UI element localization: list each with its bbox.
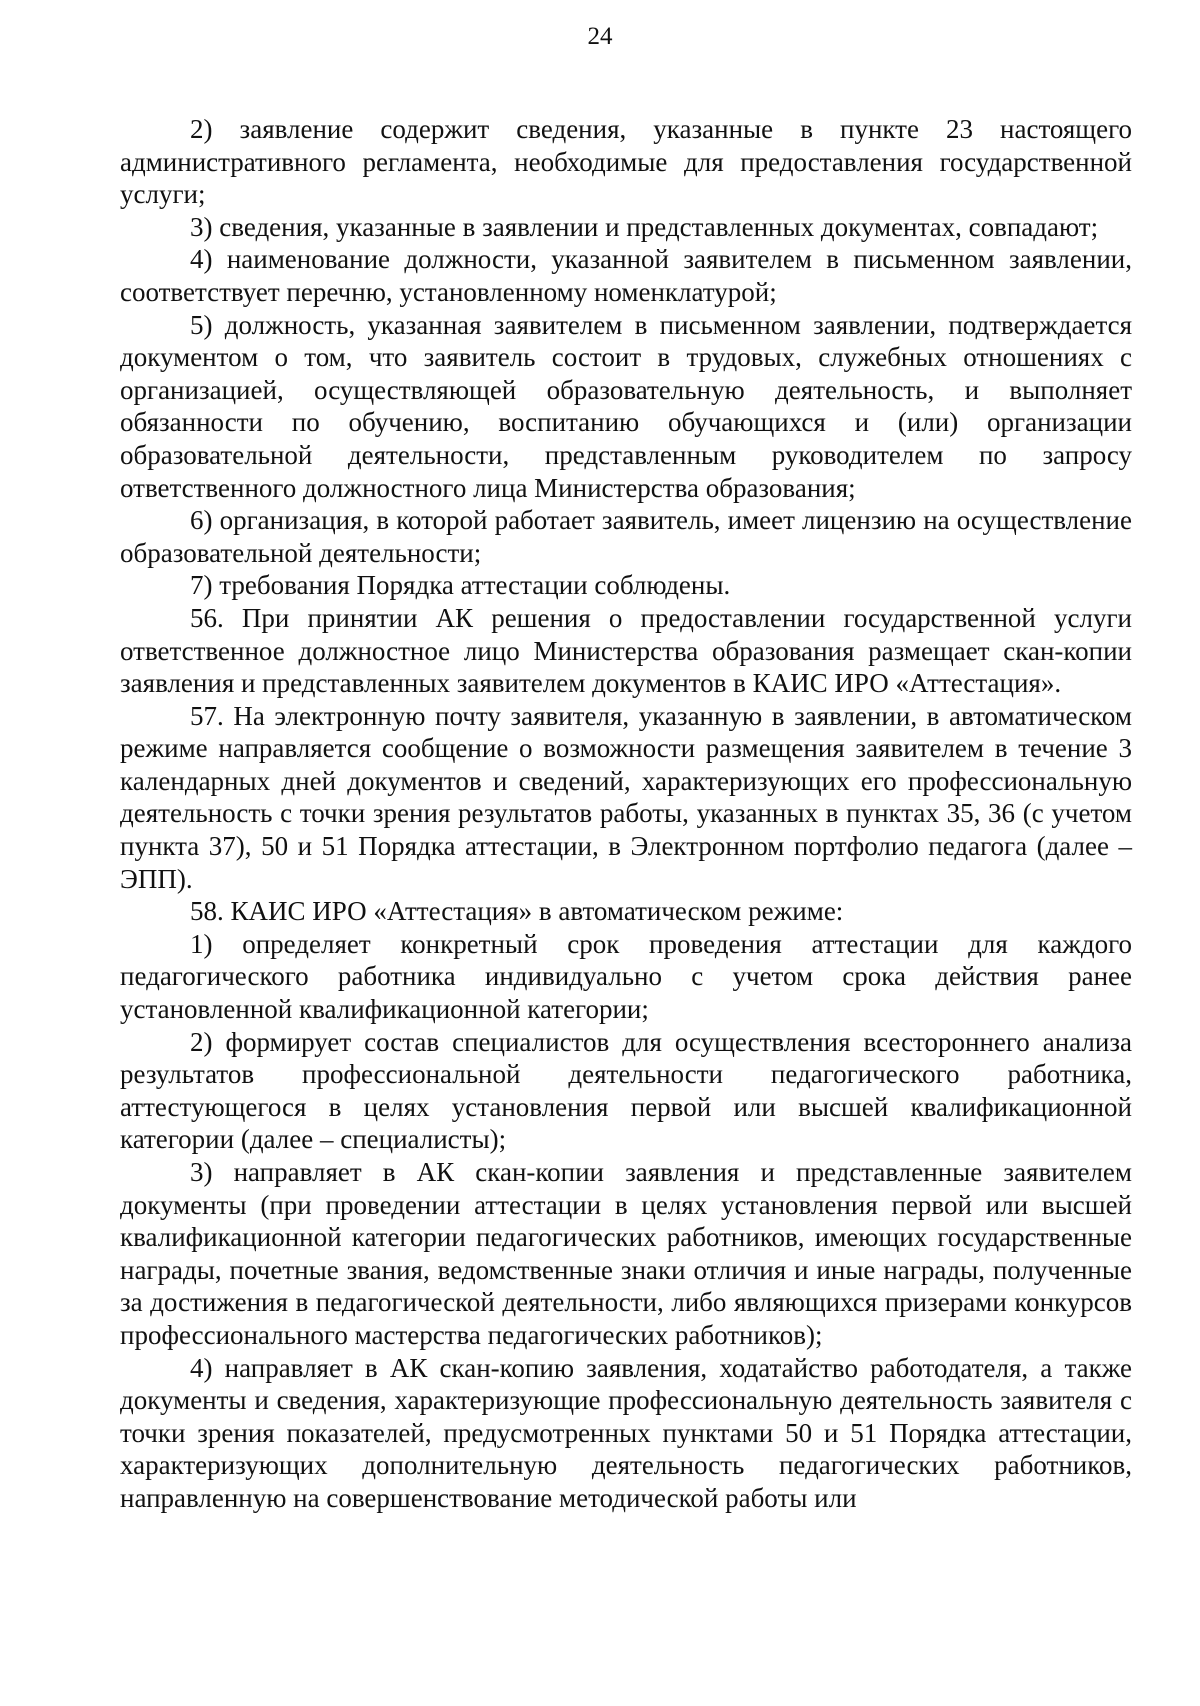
paragraph-57: 57. На электронную почту заявителя, указанную в заявлении, в автоматическом режиме направляется сообщение о возможности размещения заявителем в течение 3 календарных дней документов и сведений, характеризующих его профессиональную деятельность с точки зрения результатов работы, указанных в пунктах 35, 36 (с учетом пункта 37), 50 и 51 Порядка аттестации, в Электронном портфолио педагога (далее – ЭПП). xyxy=(120,700,1132,894)
paragraph-58-item-3: 3) направляет в АК скан-копии заявления и представленные заявителем документы (при проведении аттестации в целях установления первой или высшей квалификационной категории педагогических работников, имеющих государственные награды, почетные звания, ведомственные знаки отличия и иные награды, полученные за достижения в педагогической деятельности, либо являющихся призерами конкурсов профессионального мастерства педагогических работников); xyxy=(120,1157,1132,1350)
paragraph-58: 58. КАИС ИРО «Аттестация» в автоматическом режиме: xyxy=(190,896,844,927)
paragraph-item-6: 6) организация, в которой работает заявитель, имеет лицензию на осуществление образовательной деятельности; xyxy=(120,505,1132,568)
paragraph-item-2: 2) заявление содержит сведения, указанные в пункте 23 настоящего административного регламента, необходимые для предоставления государственной услуги; xyxy=(120,114,1132,210)
paragraph-58-item-1: 1) определяет конкретный срок проведения аттестации для каждого педагогического работника индивидуально с учетом срока действия ранее установленной квалификационной категории; xyxy=(120,928,1132,1025)
paragraph-item-7: 7) требования Порядка аттестации соблюдены. xyxy=(190,570,731,601)
paragraph-item-5: 5) должность, указанная заявителем в письменном заявлении, подтверждается документом о том, что заявитель состоит в трудовых, служебных отношениях с организацией, осуществляющей образовательную деятельность, и выполняет обязанности по обучению, воспитанию обучающихся и (или) организации образовательной деятельности, представленным руководителем по запросу ответственного должностного лица Министерства образования; xyxy=(120,309,1132,503)
paragraph-56: 56. При принятии АК решения о предоставлении государственной услуги ответственное должностное лицо Министерства образования размещает скан-копии заявления и представленных заявителем документов в КАИС ИРО «Аттестация». xyxy=(120,602,1132,699)
document-body xyxy=(120,113,1132,1515)
paragraph-58-item-4: 4) направляет в АК скан-копию заявления, ходатайство работодателя, а также документы и сведения, характеризующие профессиональную деятельность заявителя с точки зрения показателей, предусмотренных пунктами 50 и 51 Порядка аттестации, характеризующих дополнительную деятельность педагогических работников, направленную на совершенствование методической работы или xyxy=(120,1352,1132,1513)
paragraph-58-item-2: 2) формирует состав специалистов для осуществления всестороннего анализа результатов профессиональной деятельности педагогического работника, аттестующегося в целях установления первой или высшей квалификационной категории (далее – специалисты); xyxy=(120,1026,1132,1155)
paragraph-item-3: 3) сведения, указанные в заявлении и представленных документах, совпадают; xyxy=(190,211,1099,242)
paragraph-item-4: 4) наименование должности, указанной заявителем в письменном заявлении, соответствует перечню, установленному номенклатурой; xyxy=(120,244,1132,307)
page-number: 24 xyxy=(587,23,613,50)
